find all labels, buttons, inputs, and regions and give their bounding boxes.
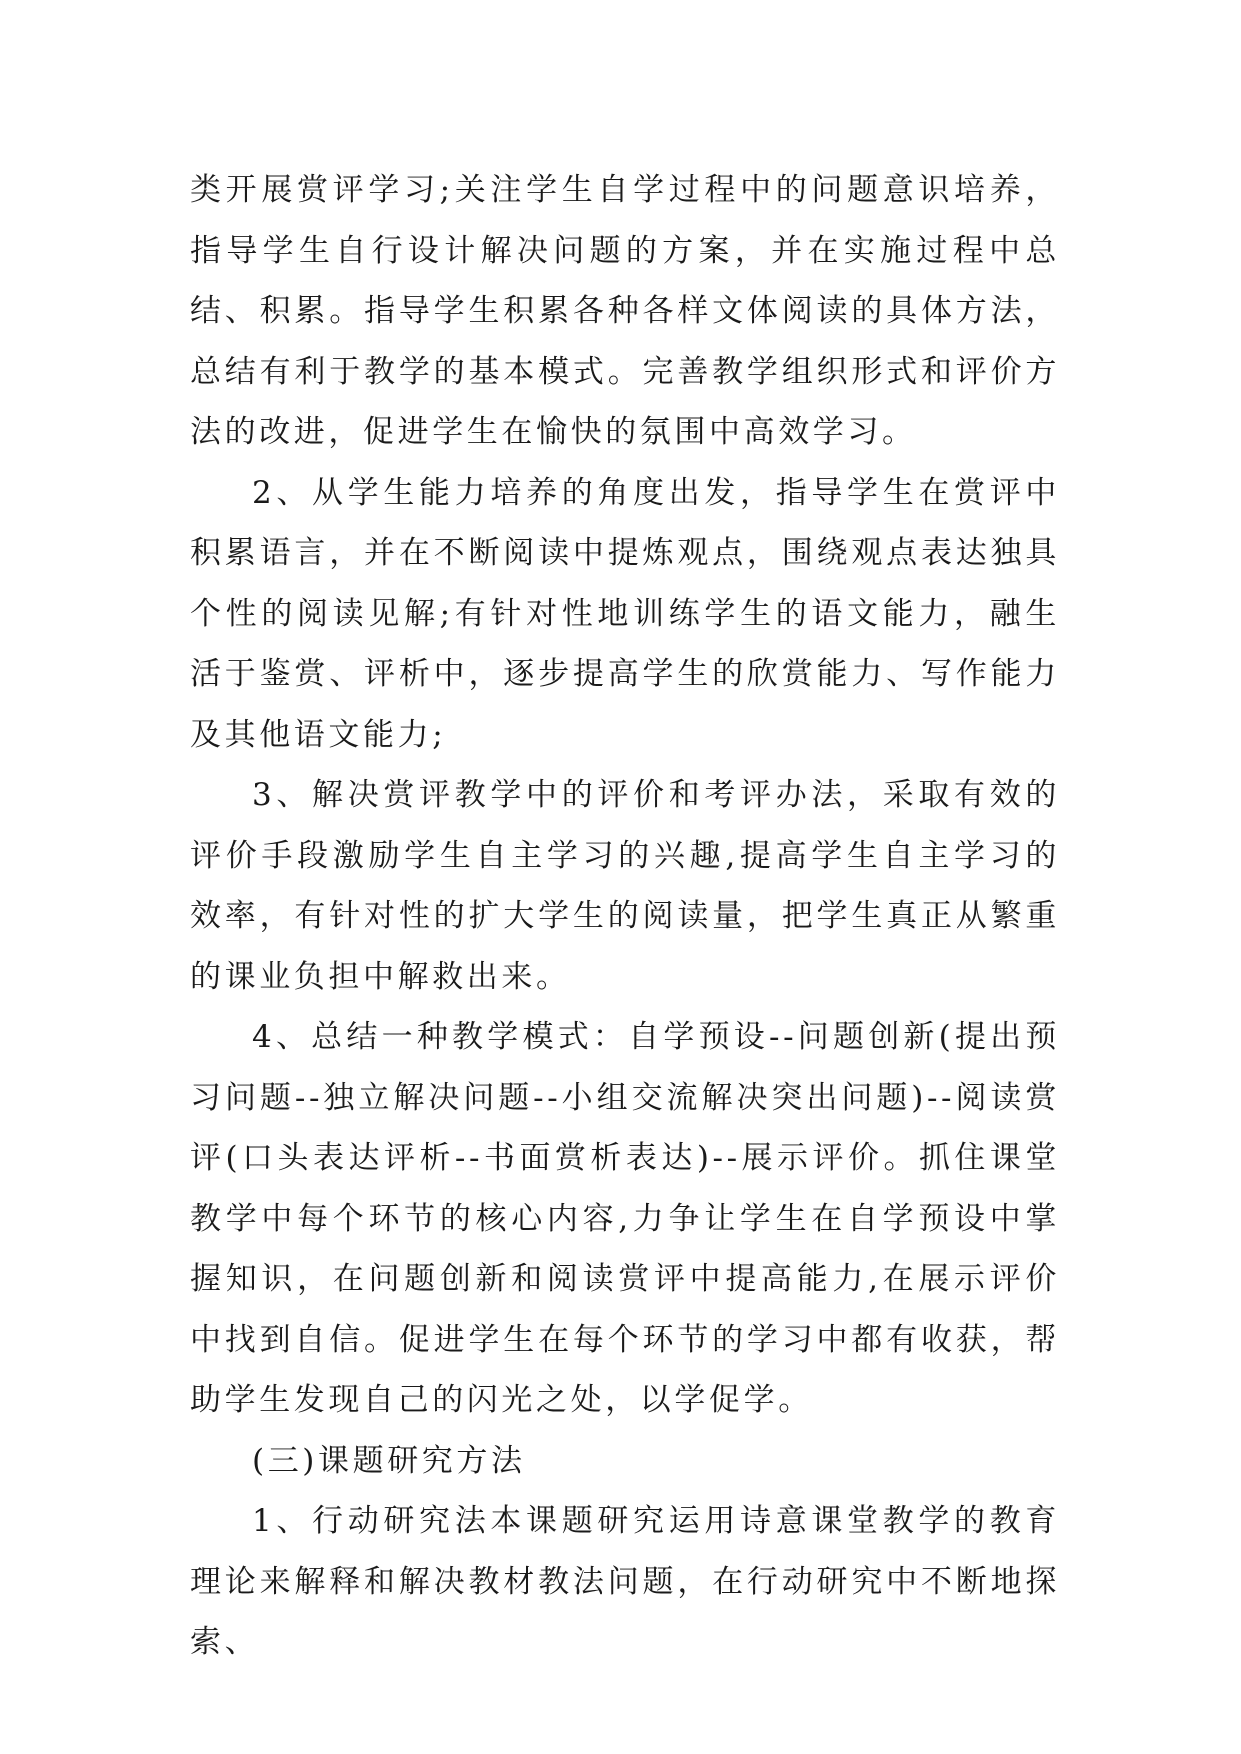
paragraph-method-1: 1、行动研究法本课题研究运用诗意课堂教学的教育理论来解释和解决教材教法问题，在行动研究中不断地探索、 [190,1503,1060,1660]
section-heading-research-methods: (三)课题研究方法 [252,1442,526,1479]
paragraph-item-3: 3、解决赏评教学中的评价和考评办法，采取有效的评价手段激励学生自主学习的兴趣,提高学生自主学习的效率，有针对性的扩大学生的阅读量，把学生真正从繁重的课业负担中解救出来。 [190,777,1060,995]
paragraph-item-4: 4、总结一种教学模式：自学预设--问题创新(提出预习问题--独立解决问题--小组交流解决突出问题)--阅读赏评(口头表达评析--书面赏析表达)--展示评价。抓住课堂教学中每个环节的核心内容,力争让学生在自学预设中掌握知识，在问题创新和阅读赏评中提高能力,在展示评价中找到自信。促进学生在每个环节的学习中都有收获，帮助学生发现自己的闪光之处，以学促学。 [190,1019,1060,1418]
paragraph-item-2: 2、从学生能力培养的角度出发，指导学生在赏评中积累语言，并在不断阅读中提炼观点，围绕观点表达独具个性的阅读见解;有针对性地训练学生的语文能力，融生活于鉴赏、评析中，逐步提高学生的欣赏能力、写作能力及其他语文能力; [190,474,1060,753]
document-body [190,160,1060,1673]
paragraph-continuation: 类开展赏评学习;关注学生自学过程中的问题意识培养，指导学生自行设计解决问题的方案，并在实施过程中总结、积累。指导学生积累各种各样文体阅读的具体方法，总结有利于教学的基本模式。完善教学组织形式和评价方法的改进，促进学生在愉快的氛围中高效学习。 [190,172,1060,450]
